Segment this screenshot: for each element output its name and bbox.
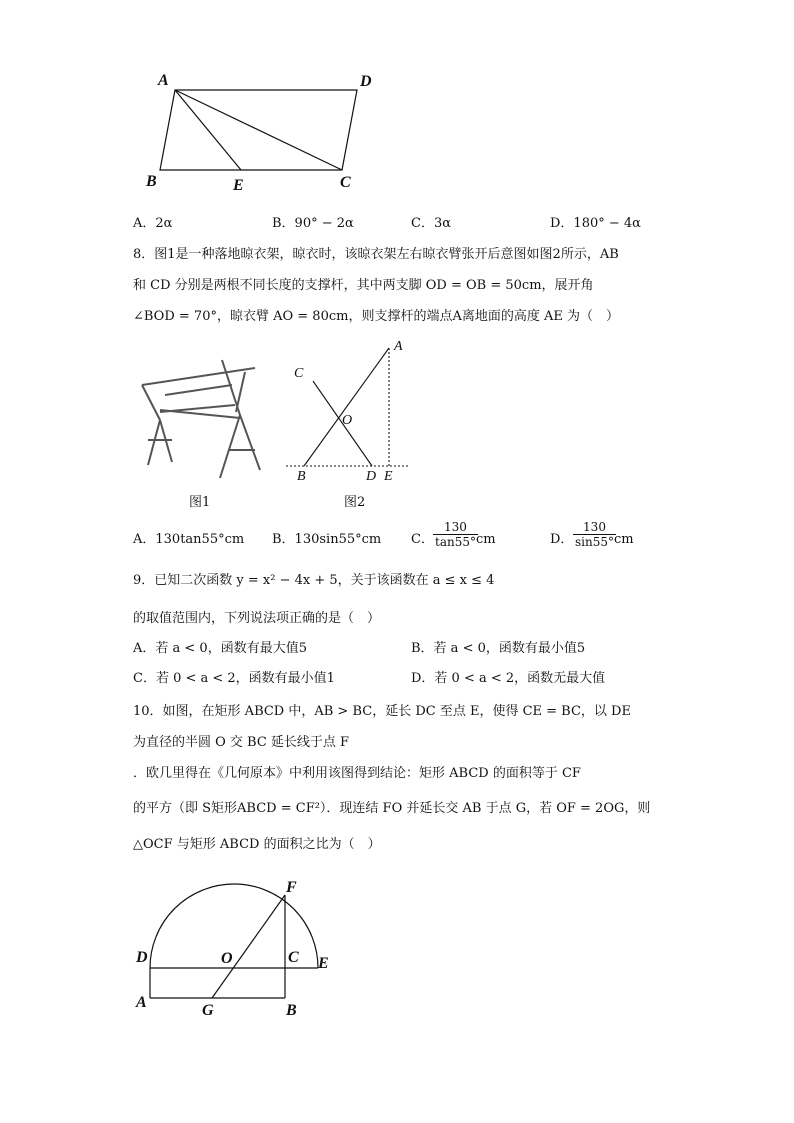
q7-option-c: C．3α	[411, 216, 451, 231]
fig2-diagram	[286, 348, 410, 466]
semicircle-figure	[150, 884, 318, 998]
q10-label-D: D	[136, 949, 148, 966]
label-E: E	[233, 177, 244, 194]
q10-label-F: F	[286, 879, 297, 896]
q8-option-c-unit: cm	[476, 532, 496, 547]
q10-label-E: E	[318, 955, 329, 972]
label-A: A	[158, 72, 169, 89]
q9-line-2: 的取值范围内，下列说法项正确的是（ ）	[133, 611, 381, 626]
q8-line-1: 8．图1是一种落地晾衣架，晾衣时，该晾衣架左右晾衣臂张开后意图如图2所示，AB	[133, 247, 619, 262]
q8-option-d-prefix: D．	[550, 532, 574, 547]
q7-option-b: B．90° − 2α	[272, 216, 354, 231]
q7-option-a: A．2α	[133, 216, 173, 231]
q9-option-a: A．若 a < 0，函数有最大值5	[133, 641, 307, 656]
q10-label-A: A	[136, 994, 147, 1011]
q10-label-O: O	[221, 950, 233, 967]
q8-option-d-numerator: 130	[583, 520, 606, 534]
fig2-label-O: O	[342, 413, 353, 428]
q9-option-d: D．若 0 < a < 2，函数无最大值	[411, 671, 606, 686]
q10-line-1: 10．如图，在矩形 ABCD 中，AB > BC，延长 DC 至点 E，使得 CE = BC，以 DE	[133, 704, 631, 719]
q9-option-b: B．若 a < 0，函数有最小值5	[411, 641, 586, 656]
q10-label-B: B	[286, 1002, 297, 1019]
fig2-label-A: A	[394, 339, 403, 354]
label-B: B	[146, 173, 157, 190]
fig2-label-E: E	[384, 469, 393, 484]
q8-option-d-denominator: sin55°	[575, 535, 614, 549]
q8-option-d-unit: cm	[614, 532, 634, 547]
fig2-label-C: C	[294, 366, 304, 381]
fig1-drying-rack	[142, 360, 260, 478]
fig1-caption: 图1	[189, 495, 211, 510]
fig2-label-B: B	[297, 469, 306, 484]
q10-line-2: 为直径的半圆 O 交 BC 延长线于点 F	[133, 735, 350, 750]
q8-line-3: ∠BOD = 70°，晾衣臂 AO = 80cm，则支撑杆的端点A离地面的高度 AE 为（ ）	[133, 309, 619, 324]
q8-option-c-denominator: tan55°	[435, 535, 476, 549]
q10-line-3: ．欧几里得在《几何原本》中利用该图得到结论：矩形 ABCD 的面积等于 CF	[133, 766, 581, 781]
q10-line-4: 的平方（即 S矩形ABCD = CF²）．现连结 FO 并延长交 AB 于点 G，若 OF = 2OG，则	[133, 801, 651, 816]
q8-option-a: A．130tan55°cm	[133, 532, 245, 547]
q8-option-c-fraction	[433, 520, 478, 549]
q10-label-G: G	[202, 1002, 214, 1019]
q8-line-2: 和 CD 分别是两根不同长度的支撑杆，其中两支脚 OD = OB = 50cm，展开角	[133, 278, 594, 293]
q8-option-c-numerator: 130	[444, 520, 467, 534]
q9-line-1: 9．已知二次函数 y = x² − 4x + 5，关于该函数在 a ≤ x ≤ 4	[133, 573, 495, 588]
label-D: D	[360, 73, 372, 90]
fig2-caption: 图2	[344, 495, 366, 510]
q8-option-b: B．130sin55°cm	[272, 532, 382, 547]
q10-label-C: C	[288, 949, 299, 966]
fig2-label-D: D	[366, 469, 377, 484]
q8-option-d-fraction	[573, 520, 616, 549]
q10-line-5: △OCF 与矩形 ABCD 的面积之比为（ ）	[133, 837, 381, 852]
q8-option-c-prefix: C．	[411, 532, 434, 547]
q7-option-d: D．180° − 4α	[550, 216, 641, 231]
label-C: C	[340, 174, 351, 191]
q9-option-c: C．若 0 < a < 2，函数有最小值1	[133, 671, 335, 686]
